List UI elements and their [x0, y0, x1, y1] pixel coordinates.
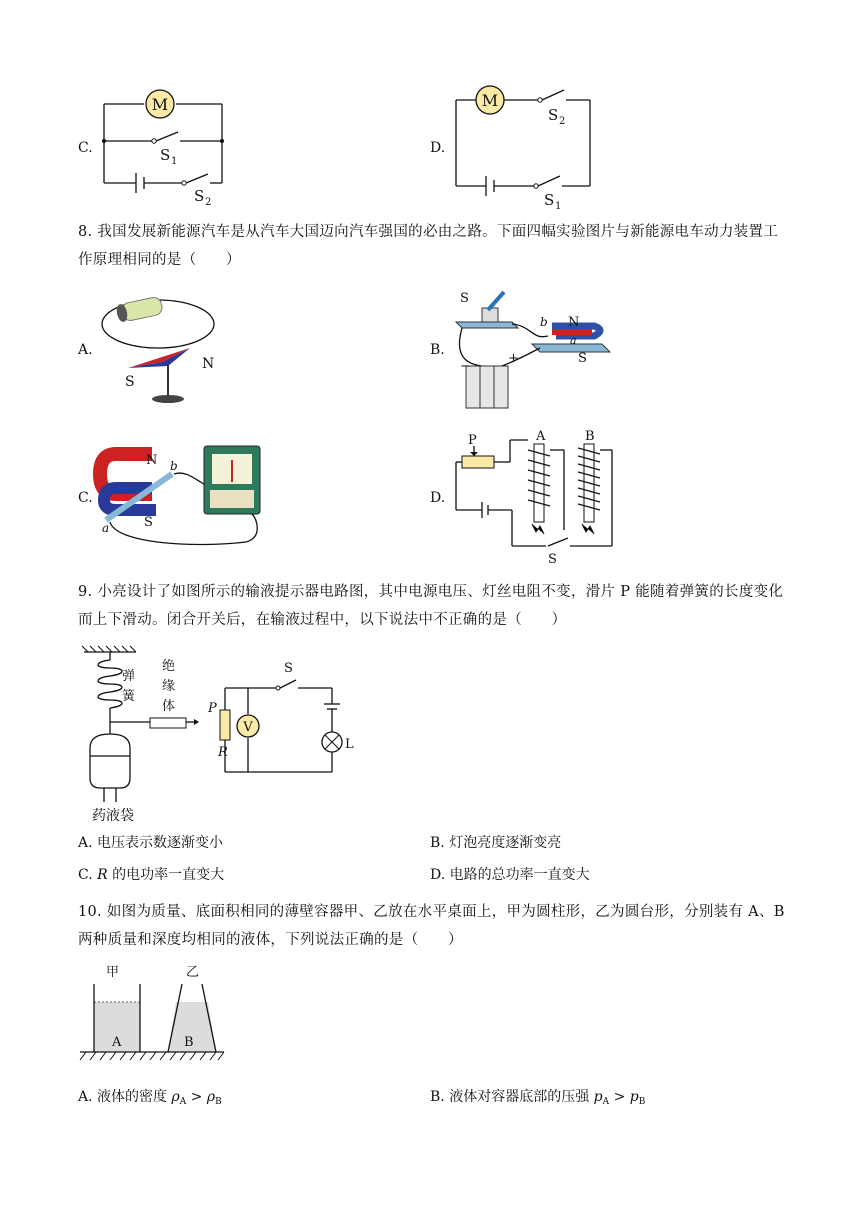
- containers-figure: [78, 962, 228, 1062]
- svg-text:2: 2: [559, 116, 566, 127]
- svg-text:−: −: [460, 359, 471, 374]
- svg-text:缘: 缘: [162, 679, 176, 694]
- svg-text:S: S: [548, 552, 557, 567]
- induction-experiment-figure: [96, 440, 276, 552]
- q10-option-b: B. 液体对容器底部的压强 $p_A > p_B$: [430, 1089, 646, 1107]
- q9-option-c: C. R 的电功率一直变大: [78, 867, 225, 883]
- svg-text:1: 1: [171, 156, 178, 167]
- svg-text:B: B: [184, 1035, 194, 1050]
- q9-option-a: A. 电压表示数逐渐变小: [78, 835, 224, 851]
- svg-text:甲: 甲: [106, 965, 120, 980]
- circuit-diagram-d: [454, 84, 594, 212]
- question-8-text: 8. 我国发展新能源汽车是从汽车大国迈向汽车强国的必由之路。下面四幅实验图片与新能源电车动力装置工作原理相同的是（ ）: [78, 224, 779, 268]
- svg-text:簧: 簧: [122, 689, 136, 704]
- motor-principle-figure: [452, 286, 622, 414]
- svg-text:S: S: [548, 106, 559, 124]
- svg-text:+: +: [508, 351, 519, 366]
- svg-text:V: V: [243, 720, 253, 735]
- option-label-a: A.: [78, 342, 93, 358]
- option-label-d: D.: [430, 490, 446, 506]
- svg-text:b: b: [540, 315, 548, 329]
- svg-text:N: N: [568, 315, 580, 330]
- question-10-text: 10. 如图为质量、底面积相同的薄壁容器甲、乙放在水平桌面上，甲为圆柱形，乙为圆台形，分别装有 A、B 两种质量和深度均相同的液体，下列说法正确的是（ ）: [78, 904, 785, 948]
- svg-text:体: 体: [162, 699, 176, 714]
- battery-icon: [121, 296, 164, 322]
- svg-text:B: B: [585, 429, 595, 444]
- q9-option-d: D. 电路的总功率一直变大: [430, 867, 590, 883]
- q10-option-a: A. 液体的密度 $\rho_A > \rho_B$: [78, 1089, 222, 1107]
- svg-text:S: S: [460, 291, 469, 306]
- infusion-alarm-circuit: [80, 648, 380, 828]
- svg-text:M: M: [481, 91, 499, 110]
- svg-text:A: A: [536, 429, 546, 444]
- svg-text:R: R: [218, 745, 228, 760]
- svg-text:N: N: [202, 356, 215, 372]
- question-9-text: 9. 小亮设计了如图所示的输液提示器电路图，其中电源电压、灯丝电阻不变，滑片 P 能随着弹簧的长度变化而上下滑动。闭合开关后，在输液过程中，以下说法中不正确的是（ ）: [78, 584, 784, 628]
- q9-option-b: B. 灯泡亮度逐渐变亮: [430, 835, 562, 851]
- svg-text:弹: 弹: [122, 669, 136, 684]
- svg-text:a: a: [102, 521, 110, 535]
- svg-text:P: P: [208, 701, 217, 716]
- option-label-d: D.: [430, 140, 446, 156]
- svg-text:S: S: [144, 515, 153, 530]
- electromagnet-figure: [452, 429, 627, 567]
- svg-text:M: M: [151, 95, 169, 114]
- svg-text:S: S: [160, 146, 171, 164]
- svg-text:S: S: [125, 374, 135, 390]
- option-label-b: B.: [430, 342, 445, 358]
- option-label-c: C.: [78, 490, 93, 506]
- svg-text:S: S: [194, 187, 205, 205]
- svg-text:乙: 乙: [186, 965, 200, 980]
- svg-text:2: 2: [205, 197, 212, 208]
- svg-text:L: L: [345, 737, 354, 752]
- svg-text:S: S: [284, 661, 293, 676]
- svg-text:绝: 绝: [162, 659, 176, 674]
- svg-text:P: P: [468, 433, 477, 448]
- circuit-diagram-c: [100, 88, 230, 208]
- oersted-experiment-figure: [98, 286, 228, 411]
- svg-text:a: a: [570, 334, 577, 347]
- option-label-c: C.: [78, 140, 93, 156]
- svg-text:b: b: [170, 459, 178, 473]
- svg-text:N: N: [146, 453, 158, 468]
- svg-text:S: S: [544, 191, 555, 209]
- svg-text:S: S: [578, 351, 587, 366]
- svg-text:A: A: [112, 1035, 122, 1050]
- svg-text:1: 1: [555, 201, 562, 212]
- svg-text:药液袋: 药液袋: [92, 808, 134, 824]
